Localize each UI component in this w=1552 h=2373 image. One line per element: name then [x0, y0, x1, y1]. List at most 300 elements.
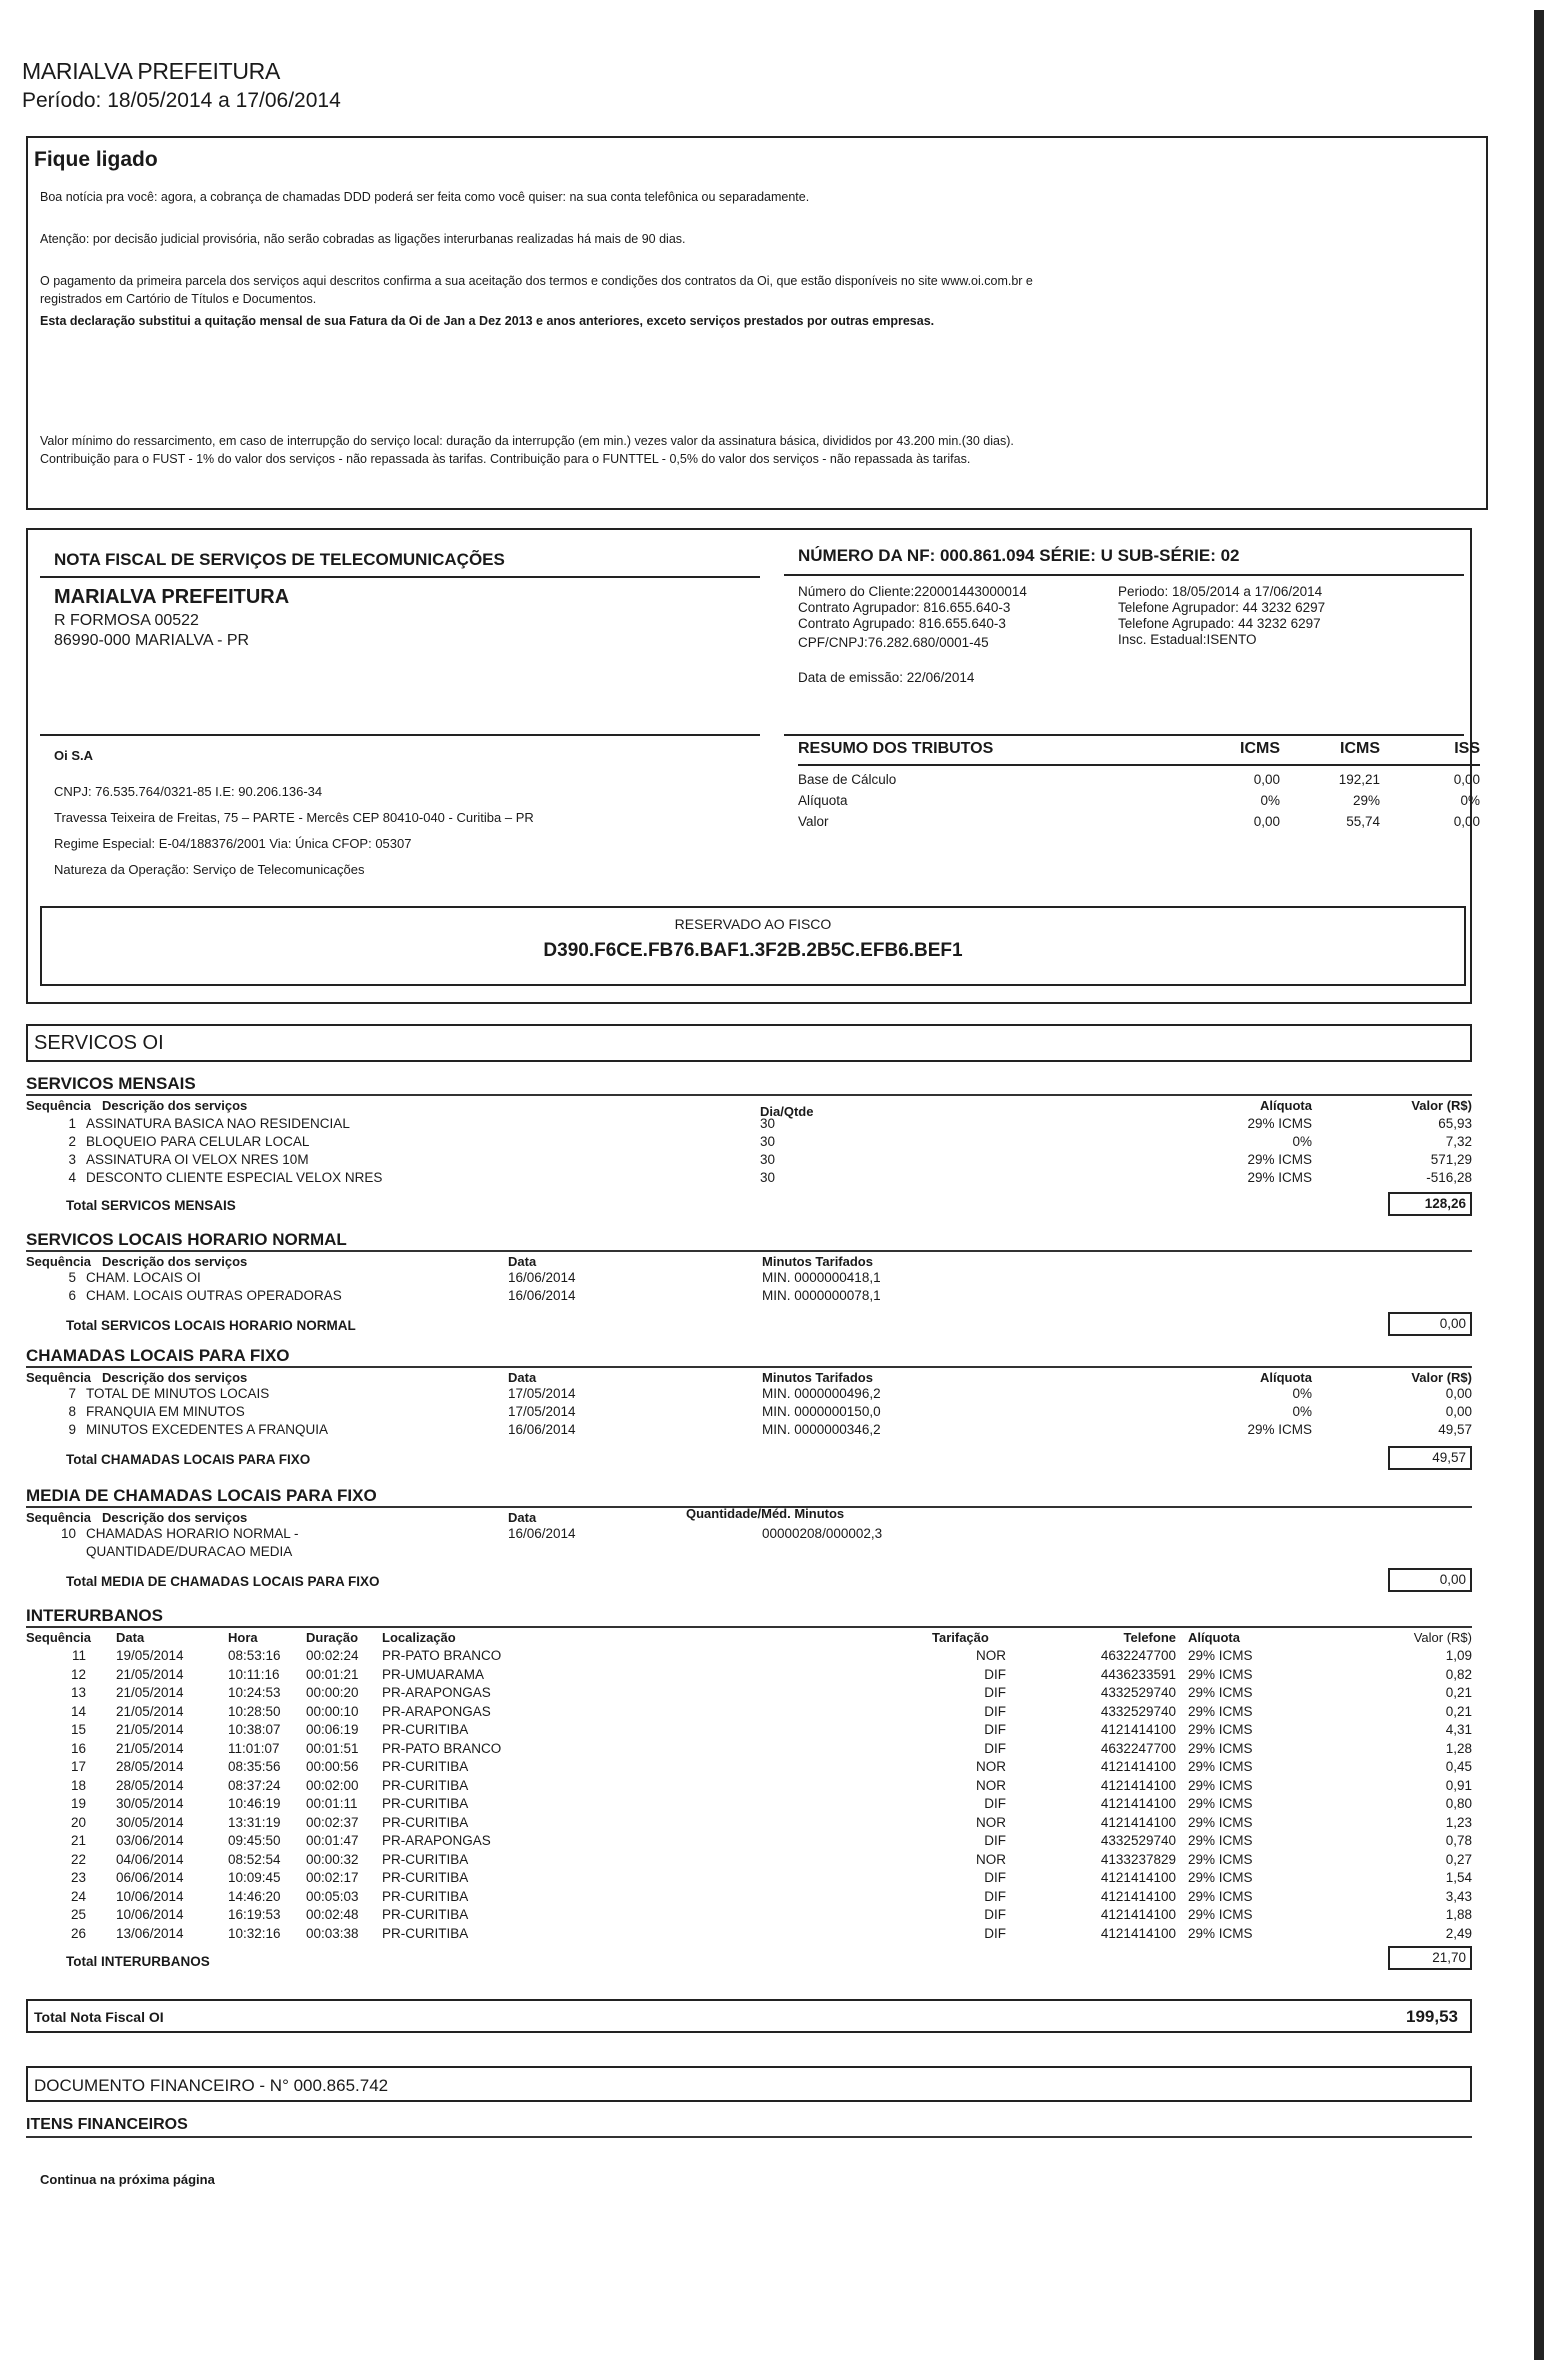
interurbano-valor: 0,21: [1445, 1685, 1472, 1700]
interurbano-loc: PR-CURITIBA: [382, 1777, 469, 1793]
interurbano-hora: 09:45:50: [228, 1833, 281, 1848]
section-title: SERVICOS LOCAIS HORARIO NORMAL: [26, 1230, 1472, 1252]
notice-payment: O pagamento da primeira parcela dos serviços aqui descritos confirma a sua aceitação dos termos e condições dos contratos da Oi, que estão disponíveis no site www.oi.com.br e: [40, 274, 1033, 288]
col-iss: ISS: [1454, 740, 1480, 757]
notice-declaration: Esta declaração substitui a quitação mensal de sua Fatura da Oi de Jan a Dez 2013 e anos anteriores, exceto serviços prestados por outras empresas.: [40, 314, 935, 328]
col-data: Data: [508, 1254, 537, 1269]
interurbano-tel: 4121414100: [1100, 1796, 1176, 1811]
emission-date: Data de emissão: 22/06/2014: [798, 670, 975, 685]
cell: 55,74: [1346, 814, 1380, 829]
interurbano-tar: DIF: [984, 1925, 1006, 1941]
description: ASSINATURA BASICA NAO RESIDENCIAL: [86, 1116, 350, 1131]
interurbano-valor: 0,27: [1445, 1851, 1472, 1867]
valor: 0,00: [1445, 1404, 1472, 1419]
interurbano-data: 13/06/2014: [116, 1925, 184, 1941]
nf-customer-address: R FORMOSA 00522: [54, 612, 199, 629]
cell: 0,00: [1253, 814, 1280, 829]
interurbano-aliq: 29% ICMS: [1188, 1907, 1253, 1922]
interurbano-loc: PR-CURITIBA: [382, 1796, 469, 1811]
interurbano-tel: 4121414100: [1100, 1870, 1176, 1885]
data: 16/06/2014: [508, 1288, 576, 1303]
interurbano-loc: PR-ARAPONGAS: [382, 1703, 491, 1719]
col-icms: ICMS: [1240, 740, 1280, 757]
interurbano-aliq: 29% ICMS: [1188, 1814, 1253, 1830]
aliquota: 29% ICMS: [1247, 1152, 1312, 1167]
total-label: Total INTERURBANOS: [66, 1954, 210, 1969]
row-label: Alíquota: [798, 793, 848, 808]
qtde: 30: [760, 1152, 776, 1167]
description: FRANQUIA EM MINUTOS: [86, 1404, 245, 1419]
data: 16/06/2014: [508, 1422, 576, 1437]
col-data: Data: [116, 1630, 145, 1645]
interurbano-hora: 10:38:07: [228, 1722, 281, 1737]
provider-name: Oi S.A: [54, 748, 94, 763]
interurbano-aliq: 29% ICMS: [1188, 1722, 1253, 1737]
interurbano-dur: 00:00:20: [306, 1685, 359, 1700]
interurbano-dur: 00:00:10: [306, 1703, 359, 1719]
valor: 49,57: [1438, 1422, 1472, 1437]
aliquota: 0%: [1292, 1134, 1312, 1149]
divider: [40, 576, 760, 578]
interurbano-data: 21/05/2014: [116, 1685, 184, 1700]
cell: 0%: [1460, 793, 1480, 808]
total-label: Total SERVICOS LOCAIS HORARIO NORMAL: [66, 1318, 356, 1333]
client-info-right: [1118, 584, 1325, 648]
seq: 3: [68, 1152, 76, 1167]
seq: 7: [68, 1386, 76, 1401]
interurbano-dur: 00:02:00: [306, 1777, 359, 1793]
interurbano-hora: 14:46:20: [228, 1888, 281, 1904]
interurbano-seq: 11: [71, 1648, 86, 1663]
interurbano-aliq: 29% ICMS: [1188, 1685, 1253, 1700]
interurbano-aliq: 29% ICMS: [1188, 1703, 1253, 1719]
interurbano-tel: 4632247700: [1100, 1740, 1176, 1756]
total-nf-value: 199,53: [1406, 2007, 1458, 2026]
aliquota: 0%: [1292, 1386, 1312, 1401]
total-label: Total MEDIA DE CHAMADAS LOCAIS PARA FIXO: [66, 1574, 380, 1589]
interurbano-dur: 00:00:32: [306, 1851, 359, 1867]
interurbano-seq: 19: [70, 1796, 86, 1811]
total-label: Total CHAMADAS LOCAIS PARA FIXO: [66, 1452, 311, 1467]
tributos-row: [798, 772, 1480, 787]
interurbano-valor: 0,78: [1445, 1833, 1472, 1848]
interurbano-tel: 4121414100: [1100, 1777, 1176, 1793]
cpf-cnpj: CPF/CNPJ:76.282.680/0001-45: [798, 635, 989, 650]
interurbano-data: 03/06/2014: [116, 1833, 184, 1848]
seq: 4: [68, 1170, 76, 1185]
col-minutos: Minutos Tarifados: [762, 1254, 873, 1269]
interurbano-aliq: 29% ICMS: [1188, 1796, 1253, 1811]
interurbano-dur: 00:00:56: [306, 1759, 359, 1774]
cell: 0,00: [1453, 814, 1480, 829]
interurbano-data: 30/05/2014: [116, 1814, 184, 1830]
interurbano-aliq: 29% ICMS: [1188, 1851, 1253, 1867]
col-icms: ICMS: [1340, 740, 1380, 757]
interurbano-aliq: 29% ICMS: [1188, 1740, 1253, 1756]
interurbano-tel: 4332529740: [1100, 1703, 1176, 1719]
interurbano-loc: PR-UMUARAMA: [382, 1666, 485, 1682]
locais-table: [26, 1252, 1472, 1342]
col-aliquota: Alíquota: [1260, 1098, 1312, 1113]
col-hora: Hora: [228, 1630, 258, 1645]
interurbano-seq: 23: [70, 1870, 86, 1885]
interurbano-seq: 14: [70, 1703, 86, 1719]
col-aliquota: Alíquota: [1260, 1370, 1312, 1385]
interurbano-valor: 4,31: [1445, 1722, 1472, 1737]
interurbano-dur: 00:01:11: [306, 1796, 358, 1811]
interurbano-aliq: 29% ICMS: [1188, 1777, 1253, 1793]
interurbano-data: 19/05/2014: [116, 1648, 184, 1663]
interurbano-hora: 10:11:16: [228, 1666, 280, 1682]
documento-financeiro-title: DOCUMENTO FINANCEIRO - N° 000.865.742: [34, 2076, 389, 2095]
section-interurbanos: [26, 1606, 1472, 2008]
fixo-table: [26, 1368, 1472, 1478]
interurbano-data: 30/05/2014: [116, 1796, 184, 1811]
cell: 192,21: [1338, 772, 1380, 787]
interurbanos-table: [26, 1628, 1472, 2008]
description: CHAM. LOCAIS OI: [86, 1270, 201, 1285]
minutos: MIN. 0000000418,1: [762, 1270, 881, 1285]
section-title: INTERURBANOS: [26, 1606, 1472, 1628]
section-servicos-mensais: [26, 1074, 1472, 1216]
provider-regime: Regime Especial: E-04/188376/2001 Via: Única CFOP: 05307: [54, 836, 412, 851]
reservado-fisco-box: [40, 906, 1466, 986]
aliquota: 29% ICMS: [1247, 1422, 1312, 1437]
interurbano-seq: 26: [70, 1925, 86, 1941]
tributos-header: [798, 740, 1480, 758]
quantidade: 00000208/000002,3: [762, 1526, 883, 1541]
description: CHAM. LOCAIS OUTRAS OPERADORAS: [86, 1288, 342, 1303]
interurbano-seq: 21: [70, 1833, 86, 1848]
notice-judicial: Atenção: por decisão judicial provisória, não serão cobradas as ligações interurbanas realizadas há mais de 90 dias.: [40, 232, 686, 246]
interurbano-tel: 4121414100: [1100, 1925, 1176, 1941]
interurbano-loc: PR-ARAPONGAS: [382, 1833, 491, 1848]
section-title: CHAMADAS LOCAIS PARA FIXO: [26, 1346, 1472, 1368]
interurbano-loc: PR-PATO BRANCO: [382, 1740, 502, 1756]
row-label: Base de Cálculo: [798, 772, 897, 787]
nf-number: NÚMERO DA NF: 000.861.094 SÉRIE: U SUB-SÉRIE: 02: [798, 546, 1240, 565]
data: 16/06/2014: [508, 1526, 576, 1541]
seq: 9: [68, 1422, 76, 1437]
interurbano-data: 28/05/2014: [116, 1759, 184, 1774]
telefone-agrupador: Telefone Agrupador: 44 3232 6297: [1118, 600, 1326, 615]
interurbano-valor: 0,91: [1445, 1777, 1472, 1793]
minutos: MIN. 0000000496,2: [762, 1386, 881, 1401]
telefone-agrupado: Telefone Agrupado: 44 3232 6297: [1118, 616, 1321, 631]
interurbano-dur: 00:01:21: [306, 1666, 359, 1682]
interurbano-seq: 17: [70, 1759, 86, 1774]
interurbano-dur: 00:05:03: [306, 1888, 359, 1904]
interurbano-tel: 4133237829: [1100, 1851, 1176, 1867]
total-nf-label: Total Nota Fiscal OI: [34, 2009, 164, 2025]
interurbano-valor: 1,09: [1445, 1648, 1472, 1663]
interurbano-hora: 08:35:56: [228, 1759, 281, 1774]
notice-ressarcimento: Valor mínimo do ressarcimento, em caso de interrupção do serviço local: duração da interrupção (em min.) vezes valor da assinatura básica, divididos por 43.200 min.(30 dias).: [40, 434, 1014, 448]
interurbano-aliq: 29% ICMS: [1188, 1759, 1253, 1774]
interurbano-tar: DIF: [984, 1870, 1006, 1885]
interurbano-data: 21/05/2014: [116, 1703, 184, 1719]
interurbano-aliq: 29% ICMS: [1188, 1648, 1253, 1663]
fisco-code: D390.F6CE.FB76.BAF1.3F2B.2B5C.EFB6.BEF1: [543, 940, 963, 961]
description: CHAMADAS HORARIO NORMAL -: [86, 1526, 299, 1541]
section-media-chamadas: [26, 1486, 1472, 1608]
seq: 10: [60, 1526, 76, 1541]
continue-next-page: Continua na próxima página: [40, 2172, 215, 2187]
interurbano-valor: 2,49: [1445, 1925, 1472, 1941]
col-valor: Valor (R$): [1411, 1098, 1472, 1113]
interurbano-valor: 0,21: [1445, 1703, 1472, 1719]
interurbano-tel: 4332529740: [1100, 1685, 1176, 1700]
interurbano-dur: 00:02:17: [306, 1870, 359, 1885]
valor: 0,00: [1445, 1386, 1472, 1401]
interurbano-seq: 24: [70, 1888, 86, 1904]
nf-period: Periodo: 18/05/2014 a 17/06/2014: [1118, 584, 1323, 599]
valor: 65,93: [1438, 1116, 1472, 1131]
insc-estadual: Insc. Estadual:ISENTO: [1118, 632, 1257, 647]
col-aliquota: Alíquota: [1188, 1630, 1240, 1645]
servicos-oi-box: [26, 1024, 1472, 1062]
col-sequencia: Sequência: [26, 1254, 92, 1269]
col-minutos: Minutos Tarifados: [762, 1370, 873, 1385]
cell: 0,00: [1253, 772, 1280, 787]
interurbano-valor: 0,45: [1445, 1759, 1472, 1774]
scan-edge: [1534, 10, 1544, 2360]
interurbano-dur: 00:02:24: [306, 1648, 359, 1663]
interurbano-valor: 1,23: [1445, 1814, 1472, 1830]
interurbano-aliq: 29% ICMS: [1188, 1870, 1253, 1885]
cell: 0%: [1260, 793, 1280, 808]
tributos-title: RESUMO DOS TRIBUTOS: [798, 740, 994, 757]
interurbano-loc: PR-CURITIBA: [382, 1870, 469, 1885]
col-qtde: Dia/Qtde: [760, 1104, 814, 1119]
interurbano-tar: DIF: [984, 1740, 1006, 1756]
seq: 5: [68, 1270, 76, 1285]
col-data: Data: [508, 1510, 537, 1525]
nf-customer-name: MARIALVA PREFEITURA: [54, 586, 290, 608]
col-telefone: Telefone: [1123, 1630, 1176, 1645]
nf-title: NOTA FISCAL DE SERVIÇOS DE TELECOMUNICAÇÕES: [54, 550, 505, 569]
interurbano-aliq: 29% ICMS: [1188, 1888, 1253, 1904]
total-nota-fiscal-box: [26, 1999, 1472, 2033]
interurbano-data: 04/06/2014: [116, 1851, 184, 1867]
data: 16/06/2014: [508, 1270, 576, 1285]
divider: [784, 734, 1464, 736]
interurbano-valor: 1,28: [1445, 1740, 1472, 1756]
interurbano-hora: 08:52:54: [228, 1851, 281, 1867]
data: 17/05/2014: [508, 1404, 576, 1419]
interurbano-tar: DIF: [984, 1703, 1006, 1719]
interurbano-tar: DIF: [984, 1685, 1006, 1700]
interurbano-loc: PR-CURITIBA: [382, 1814, 469, 1830]
tributos-row: [798, 814, 1480, 829]
notice-payment-cont: registrados em Cartório de Títulos e Documentos.: [40, 292, 317, 306]
mensais-table: [26, 1096, 1472, 1216]
col-sequencia: Sequência: [26, 1630, 92, 1645]
description-cont: QUANTIDADE/DURACAO MEDIA: [86, 1544, 293, 1559]
col-descricao: Descrição dos serviços: [102, 1510, 248, 1525]
qtde: 30: [760, 1116, 776, 1131]
interurbano-data: 10/06/2014: [116, 1888, 184, 1904]
col-tarifacao: Tarifação: [932, 1630, 989, 1645]
interurbano-hora: 08:53:16: [228, 1648, 281, 1663]
section-title: SERVICOS MENSAIS: [26, 1074, 1472, 1096]
notice-fust: Contribuição para o FUST - 1% do valor dos serviços - não repassada às tarifas. Contribuição para o FUNTTEL - 0,5% do valor dos serviços - não repassada às tarifas.: [40, 452, 971, 466]
interurbano-tel: 4121414100: [1100, 1759, 1176, 1774]
documento-financeiro-box: [26, 2066, 1472, 2102]
interurbano-loc: PR-CURITIBA: [382, 1888, 469, 1904]
interurbano-valor: 3,43: [1445, 1888, 1472, 1904]
minutos: MIN. 0000000346,2: [762, 1422, 881, 1437]
interurbano-dur: 00:02:37: [306, 1814, 359, 1830]
seq: 1: [68, 1116, 76, 1131]
interurbano-dur: 00:02:48: [306, 1907, 359, 1922]
interurbano-seq: 25: [70, 1907, 86, 1922]
interurbano-valor: 0,80: [1445, 1796, 1472, 1811]
interurbano-tel: 4121414100: [1100, 1814, 1176, 1830]
interurbano-seq: 12: [70, 1666, 86, 1682]
aliquota: 29% ICMS: [1247, 1170, 1312, 1185]
interurbano-data: 28/05/2014: [116, 1777, 184, 1793]
total-value: 49,57: [1388, 1446, 1472, 1470]
interurbano-seq: 22: [70, 1851, 86, 1867]
col-quantidade: Quantidade/Méd. Minutos: [686, 1506, 845, 1521]
interurbano-dur: 00:01:51: [306, 1740, 359, 1756]
interurbano-tar: NOR: [976, 1814, 1006, 1830]
seq: 8: [68, 1404, 76, 1419]
interurbano-tar: DIF: [984, 1722, 1006, 1737]
interurbano-hora: 10:24:53: [228, 1685, 281, 1700]
interurbano-tar: DIF: [984, 1888, 1006, 1904]
seq: 6: [68, 1288, 76, 1303]
cell: 29%: [1352, 793, 1380, 808]
interurbano-aliq: 29% ICMS: [1188, 1925, 1253, 1941]
fique-ligado-box: [26, 136, 1488, 510]
notice-ddd: Boa notícia pra você: agora, a cobrança de chamadas DDD poderá ser feita como você quiser: na sua conta telefônica ou separadamente.: [40, 190, 810, 204]
total-value: 0,00: [1388, 1312, 1472, 1336]
interurbano-tar: NOR: [976, 1759, 1006, 1774]
col-descricao: Descrição dos serviços: [102, 1098, 248, 1113]
valor: -516,28: [1426, 1170, 1472, 1185]
interurbano-hora: 10:28:50: [228, 1703, 281, 1719]
interurbano-loc: PR-PATO BRANCO: [382, 1648, 502, 1663]
interurbano-tel: 4121414100: [1100, 1722, 1176, 1737]
col-sequencia: Sequência: [26, 1510, 92, 1525]
divider: [798, 764, 1480, 766]
interurbano-tel: 4121414100: [1100, 1907, 1176, 1922]
nota-fiscal-box: [26, 528, 1480, 1004]
interurbano-hora: 08:37:24: [228, 1777, 281, 1793]
minutos: MIN. 0000000150,0: [762, 1404, 881, 1419]
interurbano-loc: PR-CURITIBA: [382, 1722, 469, 1737]
interurbano-hora: 11:01:07: [228, 1740, 280, 1756]
description: MINUTOS EXCEDENTES A FRANQUIA: [86, 1422, 329, 1437]
interurbano-tel: 4436233591: [1100, 1666, 1176, 1682]
interurbano-hora: 13:31:19: [228, 1814, 281, 1830]
col-sequencia: Sequência: [26, 1098, 92, 1113]
tributos-row: [798, 793, 1480, 808]
valor: 7,32: [1445, 1134, 1472, 1149]
divider: [40, 734, 760, 736]
section-chamadas-fixo: [26, 1346, 1472, 1478]
total-value: 128,26: [1388, 1192, 1472, 1216]
contrato-agrupado: Contrato Agrupado: 816.655.640-3: [798, 616, 1006, 631]
aliquota: 0%: [1292, 1404, 1312, 1419]
col-valor: Valor (R$): [1411, 1370, 1472, 1385]
interurbano-dur: 00:03:38: [306, 1925, 359, 1941]
fique-ligado-title: Fique ligado: [34, 148, 158, 171]
total-value: 0,00: [1388, 1568, 1472, 1592]
interurbano-tel: 4332529740: [1100, 1833, 1176, 1848]
interurbano-loc: PR-CURITIBA: [382, 1925, 469, 1941]
interurbano-seq: 18: [70, 1777, 86, 1793]
interurbano-valor: 1,88: [1445, 1907, 1472, 1922]
interurbano-tar: DIF: [984, 1907, 1006, 1922]
interurbano-loc: PR-CURITIBA: [382, 1759, 469, 1774]
total-value: 21,70: [1388, 1946, 1472, 1970]
media-table: [26, 1508, 1472, 1608]
seq: 2: [68, 1134, 76, 1149]
cell: 0,00: [1453, 772, 1480, 787]
interurbano-tar: DIF: [984, 1833, 1006, 1848]
interurbano-tel: 4121414100: [1100, 1888, 1176, 1904]
provider-address: Travessa Teixeira de Freitas, 75 – PARTE - Mercês CEP 80410-040 - Curitiba – PR: [54, 810, 534, 825]
billing-period: Período: 18/05/2014 a 17/06/2014: [22, 89, 341, 112]
row-label: Valor: [798, 814, 829, 829]
servicos-oi-title: SERVICOS OI: [34, 1032, 164, 1054]
interurbano-valor: 1,54: [1445, 1870, 1472, 1885]
client-info-left: [798, 584, 1027, 651]
interurbano-data: 21/05/2014: [116, 1722, 184, 1737]
nf-customer-city: 86990-000 MARIALVA - PR: [54, 632, 250, 649]
interurbano-dur: 00:01:47: [306, 1833, 359, 1848]
col-descricao: Descrição dos serviços: [102, 1370, 248, 1385]
contrato-agrupador: Contrato Agrupador: 816.655.640-3: [798, 600, 1011, 615]
provider-cnpj: CNPJ: 76.535.764/0321-85 I.E: 90.206.136-34: [54, 784, 323, 799]
page-header: [22, 58, 341, 113]
section-title: MEDIA DE CHAMADAS LOCAIS PARA FIXO: [26, 1486, 1472, 1508]
total-label: Total SERVICOS MENSAIS: [66, 1198, 236, 1213]
provider-natureza: Natureza da Operação: Serviço de Telecomunicações: [54, 862, 365, 877]
aliquota: 29% ICMS: [1247, 1116, 1312, 1131]
description: TOTAL DE MINUTOS LOCAIS: [86, 1386, 270, 1401]
interurbano-loc: PR-CURITIBA: [382, 1851, 469, 1867]
client-number: Número do Cliente:220001443000014: [798, 584, 1027, 599]
interurbano-seq: 20: [70, 1814, 86, 1830]
interurbano-seq: 15: [70, 1722, 86, 1737]
interurbano-hora: 10:46:19: [228, 1796, 281, 1811]
qtde: 30: [760, 1134, 776, 1149]
interurbano-tar: DIF: [984, 1666, 1006, 1682]
minutos: MIN. 0000000078,1: [762, 1288, 881, 1303]
valor: 571,29: [1430, 1152, 1472, 1167]
col-data: Data: [508, 1370, 537, 1385]
interurbano-tar: NOR: [976, 1648, 1006, 1663]
interurbano-hora: 16:19:53: [228, 1907, 281, 1922]
customer-name: MARIALVA PREFEITURA: [22, 58, 281, 84]
tributos-table: [798, 740, 1480, 829]
interurbano-data: 06/06/2014: [116, 1870, 184, 1885]
interurbano-loc: PR-CURITIBA: [382, 1907, 469, 1922]
col-valor: Valor (R$): [1413, 1630, 1472, 1645]
interurbano-valor: 0,82: [1445, 1666, 1472, 1682]
description: BLOQUEIO PARA CELULAR LOCAL: [86, 1134, 310, 1149]
col-descricao: Descrição dos serviços: [102, 1254, 248, 1269]
interurbano-seq: 16: [70, 1740, 86, 1756]
col-duracao: Duração: [306, 1630, 359, 1645]
interurbano-aliq: 29% ICMS: [1188, 1833, 1253, 1848]
interurbano-data: 21/05/2014: [116, 1740, 184, 1756]
interurbano-data: 10/06/2014: [116, 1907, 184, 1922]
